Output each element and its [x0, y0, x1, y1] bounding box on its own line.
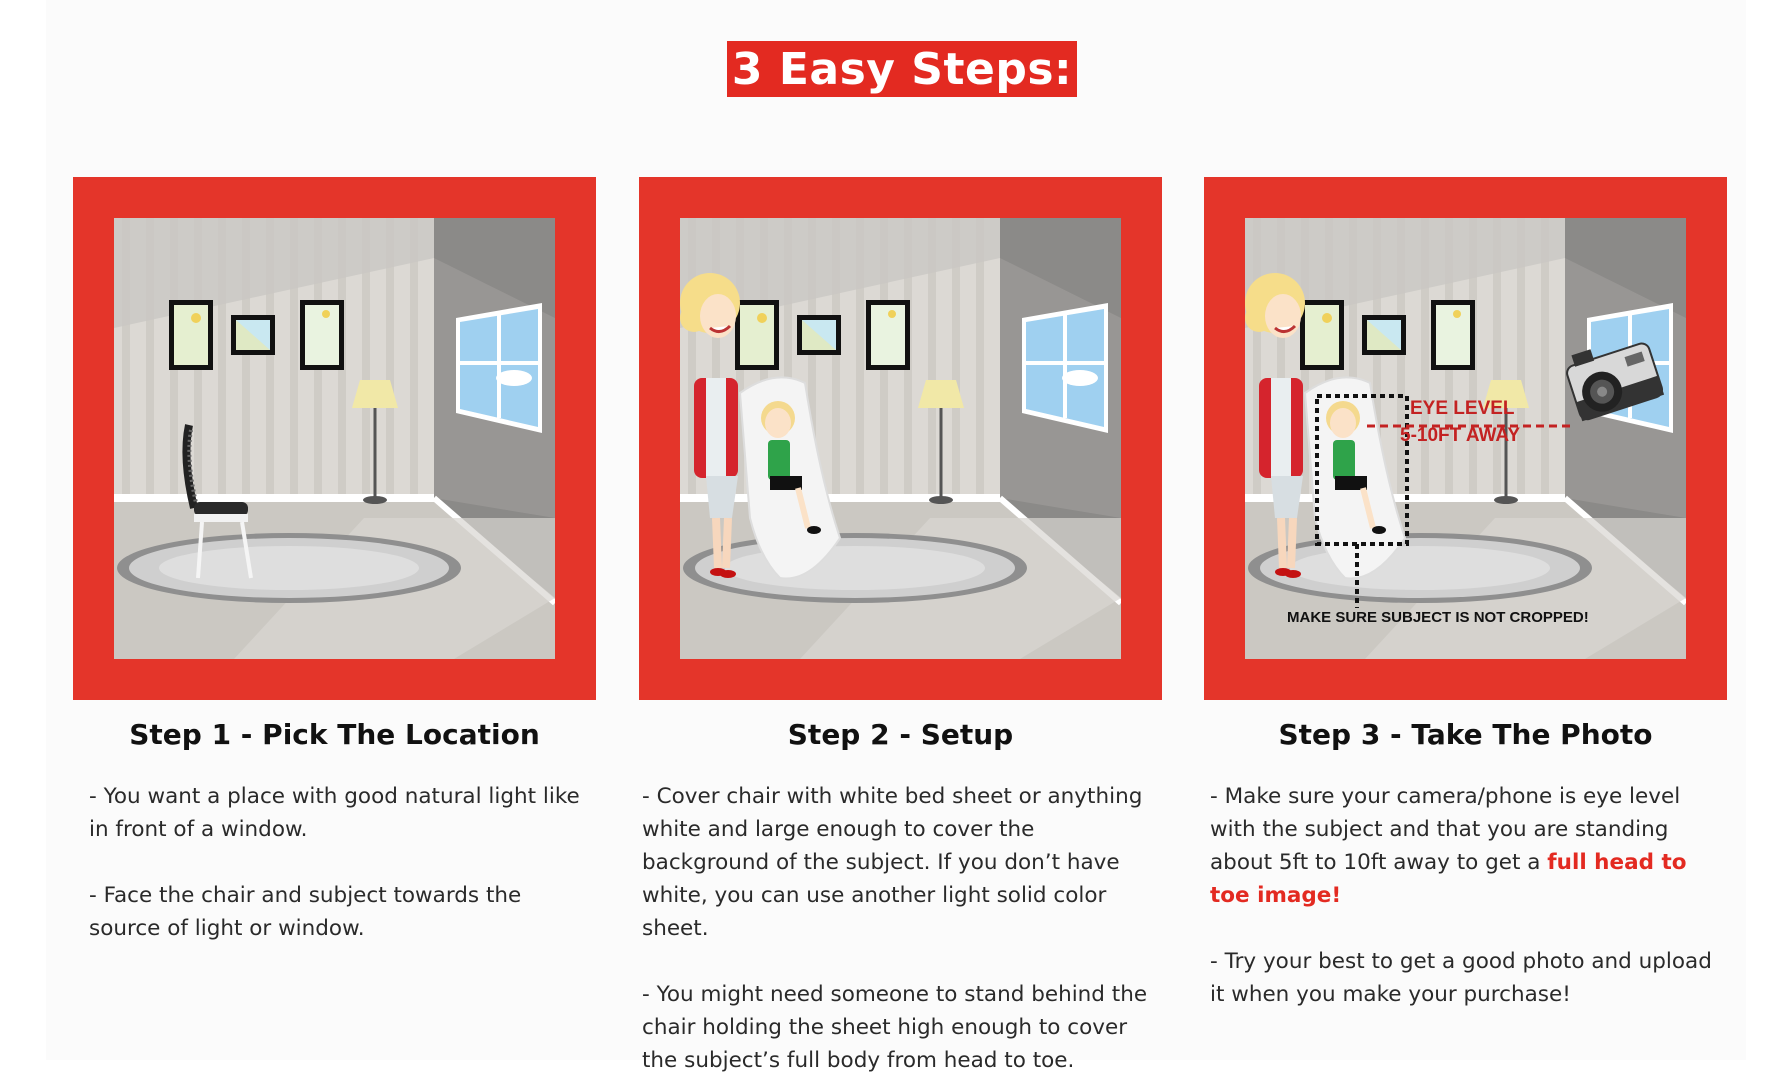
step-3-description	[1210, 780, 1720, 1044]
step-3-title: Step 3 - Take The Photo	[1278, 718, 1653, 751]
step-3-paragraph-text: - Make sure your camera/phone is eye level with the subject and that you are standing about 5ft to 10ft away to get a	[1210, 784, 1681, 875]
step-3-illustration	[1204, 177, 1727, 700]
room-scene	[114, 218, 555, 659]
step-1-illustration	[73, 177, 596, 700]
room-scene-step-2	[680, 218, 1121, 659]
distance-label: 5-10FT AWAY	[1400, 425, 1521, 446]
step-1-description	[89, 780, 599, 978]
step-2-paragraph: - You might need someone to stand behind the chair holding the sheet high enough to cover the subject’s full body from head to toe.	[642, 982, 1148, 1073]
step-1-paragraph: - You want a place with good natural light like in front of a window.	[89, 784, 580, 842]
page-title: 3 Easy Steps:	[727, 41, 1077, 97]
room-scene	[680, 218, 1121, 659]
step-1-title: Step 1 - Pick The Location	[129, 718, 540, 751]
crop-warning-label: MAKE SURE SUBJECT IS NOT CROPPED!	[1287, 609, 1589, 626]
room-scene-step-1	[114, 218, 555, 659]
room-scene	[1245, 218, 1686, 659]
step-3-paragraph: - Try your best to get a good photo and upload it when you make your purchase!	[1210, 949, 1712, 1007]
step-2-illustration	[639, 177, 1162, 700]
step-2-paragraph: - Cover chair with white bed sheet or anything white and large enough to cover the background of the subject. If you don’t have white, you can use another light solid color sheet.	[642, 784, 1143, 941]
step-1-paragraph: - Face the chair and subject towards the source of light or window.	[89, 883, 522, 941]
room-scene-step-3	[1245, 218, 1686, 659]
step-2-description	[642, 780, 1152, 1080]
step-2-title: Step 2 - Setup	[787, 718, 1014, 751]
eye-level-label: EYE LEVEL	[1410, 398, 1515, 419]
step-3-paragraph	[1210, 780, 1720, 912]
step-3-highlight: full head to toe image!	[1210, 850, 1687, 908]
